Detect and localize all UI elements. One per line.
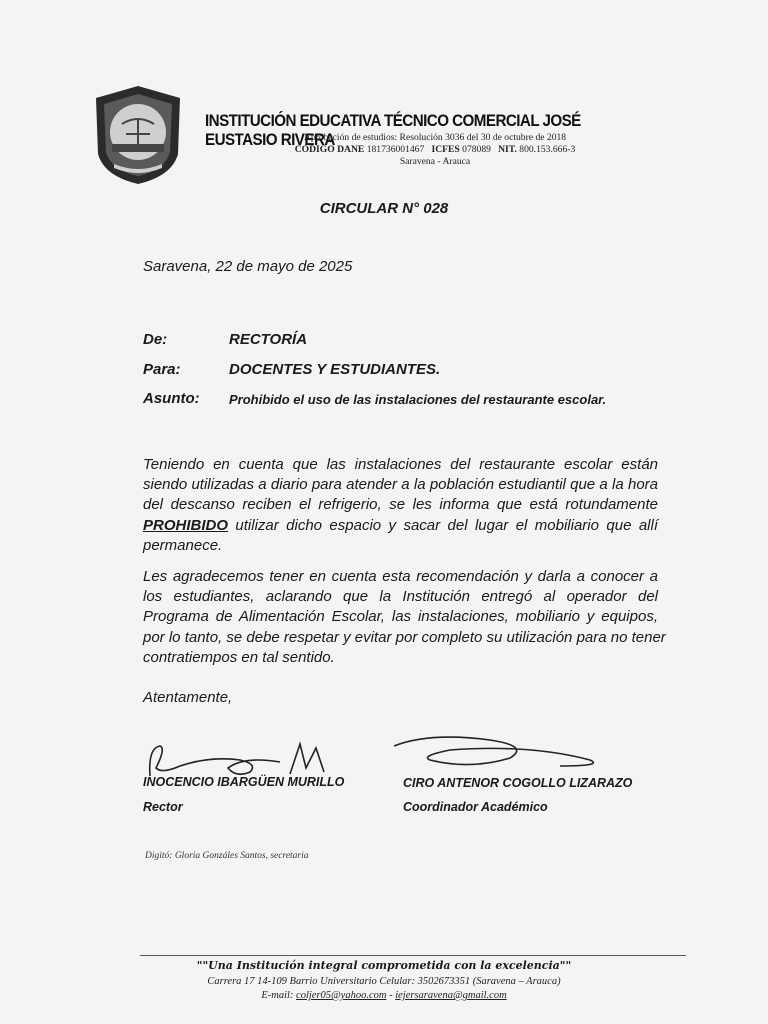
- coordinator-role: Coordinador Académico: [403, 800, 548, 814]
- paragraph-line: Programa de Alimentación Escolar, las instalaciones, mobiliario y equipos,: [143, 608, 658, 626]
- footer-divider: [140, 955, 686, 956]
- circular-title: CIRCULAR N° 028: [319, 200, 449, 217]
- nit-label: NIT.: [498, 144, 517, 155]
- paragraph-line: los estudiantes, aclarando que la Institución entregó al operador del: [143, 588, 658, 606]
- closing-salutation: Atentamente,: [143, 689, 233, 706]
- paragraph-line: [143, 516, 658, 536]
- prohibido-emphasis: PROHIBIDO: [143, 516, 229, 534]
- paragraph-line: Teniendo en cuenta que las instalaciones del restaurante escolar están: [143, 456, 658, 473]
- dane-label: CÓDIGO DANE: [294, 144, 365, 155]
- codes-line: [240, 144, 630, 155]
- dane-value: 181736001467: [366, 144, 425, 155]
- email-link-1[interactable]: coljer05@yahoo.com: [296, 990, 387, 1001]
- icfes-value: 078089: [462, 144, 491, 155]
- footer-email-line: [0, 990, 768, 1001]
- coordinator-signature-icon: [390, 730, 620, 780]
- paragraph-line: por lo tanto, se debe respetar y evitar por completo su utilización para no tener: [143, 628, 666, 646]
- from-label: De:: [143, 331, 168, 348]
- paragraph-line: siendo utilizadas a diario para atender a la población estudiantil que a la hora: [143, 476, 658, 494]
- email-separator: -: [386, 990, 396, 1001]
- nit-value: 800.153.666-3: [519, 144, 576, 155]
- paragraph-line: contratiempos en tal sentido.: [143, 648, 335, 666]
- body-paragraph-2: [143, 567, 666, 668]
- location-line: Saravena - Arauca: [399, 156, 471, 167]
- institution-name: INSTITUCIÓN EDUCATIVA TÉCNICO COMERCIAL JOSÉ EUSTASIO RIVERA: [205, 112, 581, 149]
- to-value: DOCENTES Y ESTUDIANTES.: [229, 361, 441, 378]
- paragraph-text: utilizar dicho espacio y sacar del lugar el mobiliario que allí: [228, 516, 658, 534]
- to-label: Para:: [143, 361, 181, 378]
- typist-note: Digitó: Gloria Gonzáles Santos, secretaria: [145, 851, 309, 861]
- icfes-label: ICFES: [431, 144, 460, 155]
- rector-role: Rector: [143, 800, 183, 814]
- footer-motto: ""Una Institución integral comprometida con la excelencia"": [196, 959, 572, 972]
- document-date: Saravena, 22 de mayo de 2025: [143, 258, 353, 275]
- coordinator-name: CIRO ANTENOR COGOLLO LIZARAZO: [403, 776, 633, 790]
- rector-name: INOCENCIO IBARGÜEN MURILLO: [143, 775, 345, 789]
- body-paragraph-1: [143, 455, 658, 556]
- email-link-2[interactable]: iejersaravena@gmail.com: [395, 990, 507, 1001]
- subject-label: Asunto:: [143, 390, 200, 407]
- paragraph-line: del descanso reciben el refrigerio, se les informa que está rotundamente: [143, 496, 658, 514]
- subject-value: Prohibido el uso de las instalaciones del restaurante escolar.: [229, 392, 607, 407]
- paragraph-line: permanece.: [143, 536, 223, 554]
- footer-address: Carrera 17 14-109 Barrio Universitario Celular: 3502673351 (Saravena – Arauca): [207, 976, 561, 987]
- approval-line: Aprobación de estudios: Resolución 3036 del 30 de octubre de 2018: [303, 132, 567, 143]
- paragraph-line: Les agradecemos tener en cuenta esta recomendación y darla a conocer a: [143, 568, 658, 585]
- email-label: E-mail:: [261, 990, 294, 1001]
- institution-seal-icon: [92, 84, 184, 186]
- from-value: RECTORÍA: [229, 331, 308, 348]
